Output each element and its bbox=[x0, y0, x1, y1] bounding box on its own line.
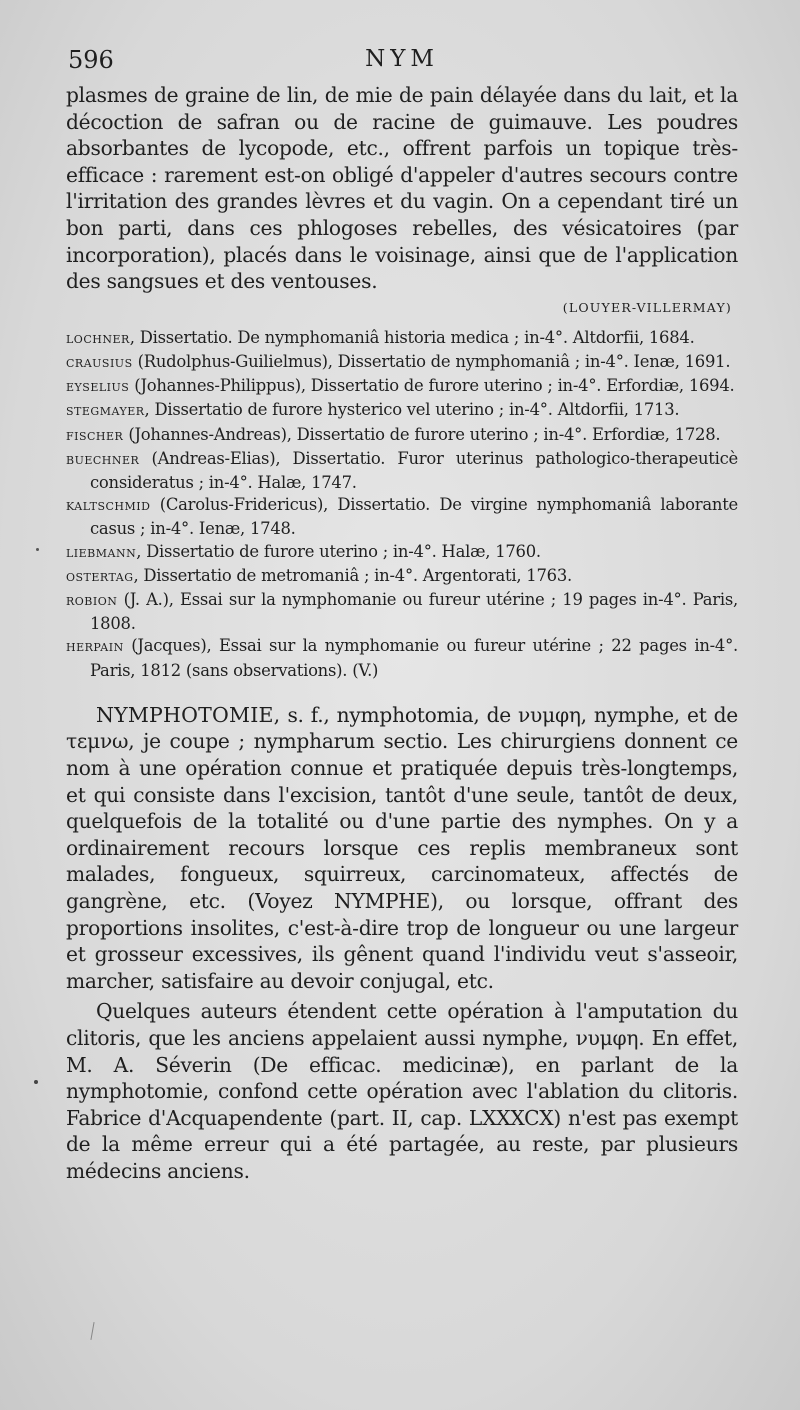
bib-author: KALTSCHMID bbox=[66, 500, 151, 514]
bib-author: ROBION bbox=[66, 594, 118, 608]
bib-author: OSTERTAG bbox=[66, 570, 134, 584]
bibliography bbox=[66, 327, 738, 682]
bib-text: (Andreas-Elias), Dissertatio. Furor uterinus pathologico-therapeuticè consideratus ; in-4°. Halæ, 1747. bbox=[90, 448, 739, 492]
bibliography-entry bbox=[66, 375, 738, 399]
bib-text: (J. A.), Essai sur la nymphomanie ou fureur utérine ; 19 pages in-4°. Paris, 1808. bbox=[90, 589, 738, 634]
bibliography-entry bbox=[66, 589, 738, 635]
bibliography-entry bbox=[66, 635, 738, 681]
bib-author: CRAUSIUS bbox=[66, 356, 133, 370]
margin-dot bbox=[36, 548, 39, 551]
bibliography-entry: STEGMAYER, Dissertatio de furore hysterico vel uterino ; in-4°. Altdorfii, 1713. bbox=[66, 400, 680, 420]
page-number: 596 bbox=[68, 46, 114, 74]
page-header bbox=[66, 40, 738, 82]
article-nymphotomie bbox=[66, 702, 738, 1185]
bibliography-entry bbox=[66, 424, 738, 448]
pencil-mark bbox=[90, 1322, 94, 1340]
article-paragraph: Quelques auteurs étendent cette opération à l'amputation du clitoris, que les anciens appelaient aussi nymphe, νυμφη. En effet, M. A. Séverin (De efficac. medicinæ), en parlant de la nymphotomie, confond cette opération avec l'ablation du clitoris. Fabrice d'Acquapendente (part. II, cap. LXXXCX) n'est pas exempt de la même erreur qui a été partagée, au reste, par plusieurs médecins anciens. bbox=[66, 999, 738, 1183]
bib-text: Dissertatio. De nymphomaniâ historia medica ; in-4°. Altdorfii, 1684. bbox=[139, 327, 695, 347]
bib-text: Dissertatio de furore hysterico vel uterino ; in-4°. Altdorfii, 1713. bbox=[154, 400, 680, 420]
bibliography-entry: OSTERTAG, Dissertatio de metromaniâ ; in-4°. Argentorati, 1763. bbox=[66, 565, 572, 585]
running-head: NYM bbox=[365, 46, 439, 72]
bib-author: FISCHER bbox=[66, 429, 124, 443]
bib-text: (Johannes-Philippus), Dissertatio de furore uterino ; in-4°. Erfordiæ, 1694. bbox=[134, 376, 735, 396]
bib-author: LOCHNER bbox=[66, 332, 130, 346]
article-paragraph bbox=[66, 702, 738, 995]
bib-author: EYSELIUS bbox=[66, 381, 130, 395]
intro-paragraph: plasmes de graine de lin, de mie de pain délayée dans du lait, et la décoction de safran ou de racine de guimauve. Les poudres absorbantes de lycopode, etc., offrent parfois un topique très-efficace : rarement est-on obligé d'appeler d'autres secours contre l'irritation des grandes lèvres et du vagin. On a cependant tiré un bon parti, dans ces phlogoses rebelles, des vésicatoires (par incorporation), placés dans le voisinage, ainsi que de l'application des sangsues et des ventouses. bbox=[66, 83, 738, 294]
bib-author: LIEBMANN bbox=[66, 546, 137, 560]
bib-author: BUECHNER bbox=[66, 453, 140, 467]
bib-text: (Jacques), Essai sur la nymphomanie ou fureur utérine ; 22 pages in-4°. Paris, 1812 (sans observations). bbox=[90, 636, 738, 680]
bib-text: Dissertatio de furore uterino ; in-4°. Halæ, 1760. bbox=[146, 541, 541, 561]
bibliography-entry: LIEBMANN, Dissertatio de furore uterino ; in-4°. Halæ, 1760. bbox=[66, 541, 541, 561]
bib-text: Dissertatio de metromaniâ ; in-4°. Argentorati, 1763. bbox=[143, 565, 572, 585]
bib-text: (Rudolphus-Guilielmus), Dissertatio de nymphomaniâ ; in-4°. Ienæ, 1691. bbox=[137, 351, 731, 371]
bib-signature: (V.) bbox=[352, 660, 379, 680]
bibliography-entry bbox=[66, 494, 738, 540]
headword: NYMPHOTOMIE, bbox=[96, 702, 281, 727]
bib-author: HERPAIN bbox=[66, 641, 124, 655]
article-text: s. f., nymphotomia, de νυμφη, nymphe, et de τεμνω, je coupe ; nympharum sectio. Les chirurgiens donnent ce nom à une opération connue et pratiquée depuis très-longtemps, et qui consiste dans l'excision, tantôt d'une seule, tantôt de deux, quelquefois de la totalité ou d'une partie des nymphes. On y a ordinairement recours lorsque ces replis membraneux sont malades, fongueux, squirreux, carcinomateux, affectés de gangrène, etc. (Voyez NYMPHE), ou lorsque, offrant des proportions insolites, c'est-à-dire trop de longueur ou une largeur et grosseur excessives, ils gênent quand l'individu veut s'asseoir, marcher, satisfaire au devoir conjugal, etc. bbox=[66, 702, 738, 993]
bib-text: (Johannes-Andreas), Dissertatio de furore uterino ; in-4°. Erfordiæ, 1728. bbox=[128, 424, 721, 444]
bibliography-entry bbox=[66, 448, 739, 494]
margin-dot bbox=[34, 1080, 38, 1084]
bib-text: (Carolus-Fridericus), Dissertatio. De virgine nymphomaniâ laborante casus ; in-4°. Ienæ, 1748. bbox=[90, 495, 738, 539]
author-signature: (LOUYER-VILLERMAY) bbox=[562, 299, 732, 315]
bibliography-entry: LOCHNER, Dissertatio. De nymphomaniâ historia medica ; in-4°. Altdorfii, 1684. bbox=[66, 327, 695, 347]
bib-author: STEGMAYER bbox=[66, 405, 145, 419]
bibliography-entry bbox=[66, 351, 738, 375]
